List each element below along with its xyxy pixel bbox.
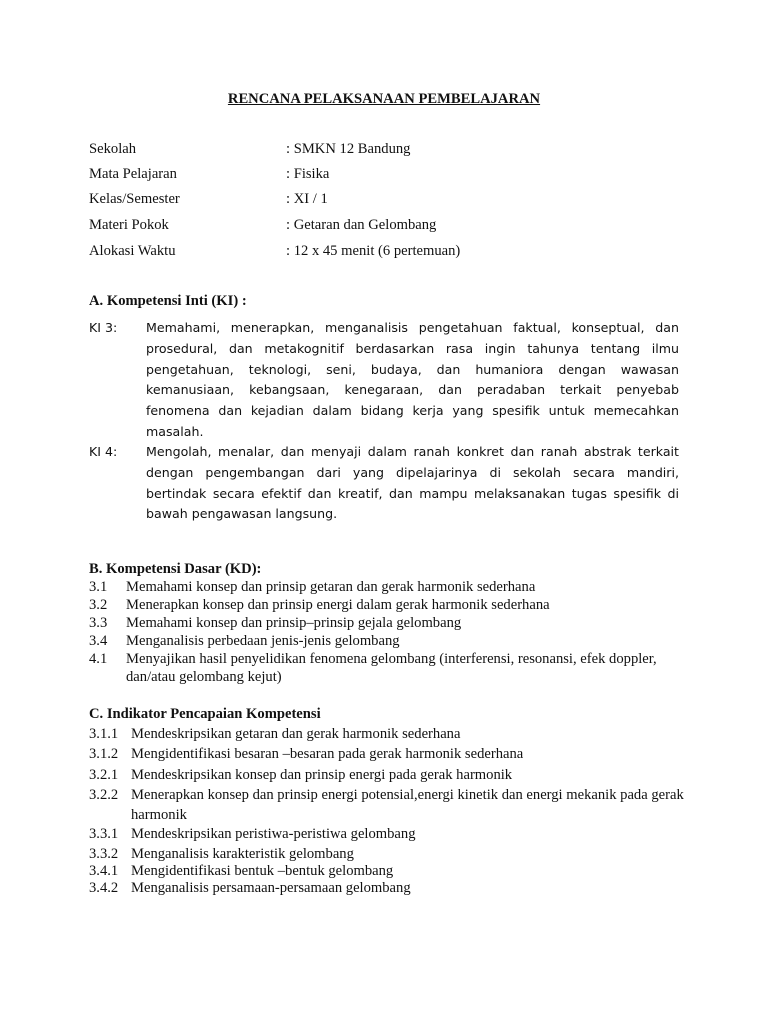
indicator-item — [89, 744, 689, 764]
indicator-item — [89, 878, 689, 898]
indicator-number: 3.4.1 — [89, 863, 119, 879]
indicator-number: 3.3.2 — [89, 846, 119, 862]
indicator-text: Mengidentifikasi besaran –besaran pada gerak harmonik sederhana — [131, 746, 524, 762]
ki-item — [89, 318, 679, 443]
ki-text: Memahami, menerapkan, menganalisis pengetahuan faktual, konseptual, dan prosedural, dan metakognitif berdasarkan rasa ingin tahunya tentang ilmu pengetahuan, teknologi, seni, budaya, dan humaniora dengan wawasan kemanusiaan, kebangsaan, kenegaraan, dan peradaban terkait penyebab fenomena dan kejadian dalam bidang kerja yang spesifik untuk memecahkan masalah. — [146, 320, 679, 439]
section-a-heading: A. Kompetensi Inti (KI) : — [89, 293, 247, 309]
indicator-number: 3.2.2 — [89, 787, 119, 803]
kd-text: Menyajikan hasil penyelidikan fenomena gelombang (interferensi, resonansi, efek doppler, dan/atau gelombang kejut) — [126, 651, 657, 685]
document-title: RENCANA PELAKSANAAN PEMBELAJARAN — [227, 91, 541, 107]
kd-number: 3.1 — [89, 579, 108, 595]
identity-value: : Getaran dan Gelombang — [286, 217, 437, 233]
identity-value: : 12 x 45 menit (6 pertemuan) — [286, 243, 461, 259]
kd-text: Memahami konsep dan prinsip getaran dan gerak harmonik sederhana — [126, 579, 536, 595]
indicator-text: Menerapkan konsep dan prinsip energi potensial,energi kinetik dan energi mekanik pada gerak harmonik — [131, 787, 684, 823]
indicator-item — [89, 785, 689, 825]
indicator-text: Mendeskripsikan konsep dan prinsip energi pada gerak harmonik — [131, 767, 513, 783]
identity-label: Materi Pokok — [89, 217, 169, 233]
section-b-heading: B. Kompetensi Dasar (KD): — [89, 561, 262, 577]
identity-value: : XI / 1 — [286, 191, 328, 207]
section-c-heading: C. Indikator Pencapaian Kompetensi — [89, 706, 321, 722]
indicator-item — [89, 724, 689, 744]
indicator-item — [89, 765, 689, 785]
identity-value: : Fisika — [286, 166, 330, 182]
identity-value: : SMKN 12 Bandung — [286, 141, 411, 157]
identity-label: Sekolah — [89, 141, 137, 157]
indicator-number: 3.2.1 — [89, 767, 119, 783]
indicator-item — [89, 824, 689, 844]
ki-code: KI 4: — [89, 444, 118, 459]
kd-text: Memahami konsep dan prinsip–prinsip gejala gelombang — [126, 615, 462, 631]
indicator-text: Mendeskripsikan getaran dan gerak harmonik sederhana — [131, 726, 461, 742]
identity-label: Mata Pelajaran — [89, 166, 177, 182]
ki-code: KI 3: — [89, 320, 118, 335]
identity-label: Kelas/Semester — [89, 191, 180, 207]
indicator-text: Menganalisis karakteristik gelombang — [131, 846, 354, 862]
indicator-number: 3.1.1 — [89, 726, 119, 742]
indicator-number: 3.1.2 — [89, 746, 119, 762]
kd-number: 3.3 — [89, 615, 108, 631]
kd-text: Menerapkan konsep dan prinsip energi dalam gerak harmonik sederhana — [126, 597, 550, 613]
kd-number: 4.1 — [89, 651, 108, 667]
kd-text: Menganalisis perbedaan jenis-jenis gelombang — [126, 633, 400, 649]
indicator-text: Mengidentifikasi bentuk –bentuk gelombang — [131, 863, 394, 879]
indicator-text: Mendeskripsikan peristiwa-peristiwa gelombang — [131, 826, 416, 842]
kd-number: 3.4 — [89, 633, 108, 649]
identity-label: Alokasi Waktu — [89, 243, 176, 259]
indicator-number: 3.4.2 — [89, 880, 119, 896]
kd-number: 3.2 — [89, 597, 108, 613]
ki-text: Mengolah, menalar, dan menyaji dalam ranah konkret dan ranah abstrak terkait dengan pengembangan dari yang dipelajarinya di sekolah secara mandiri, bertindak secara efektif dan kreatif, dan mampu melaksanakan tugas spesifik di bawah pengawasan langsung. — [146, 444, 679, 522]
ki-item — [89, 442, 679, 525]
indicator-text: Menganalisis persamaan-persamaan gelombang — [131, 880, 411, 896]
indicator-number: 3.3.1 — [89, 826, 119, 842]
